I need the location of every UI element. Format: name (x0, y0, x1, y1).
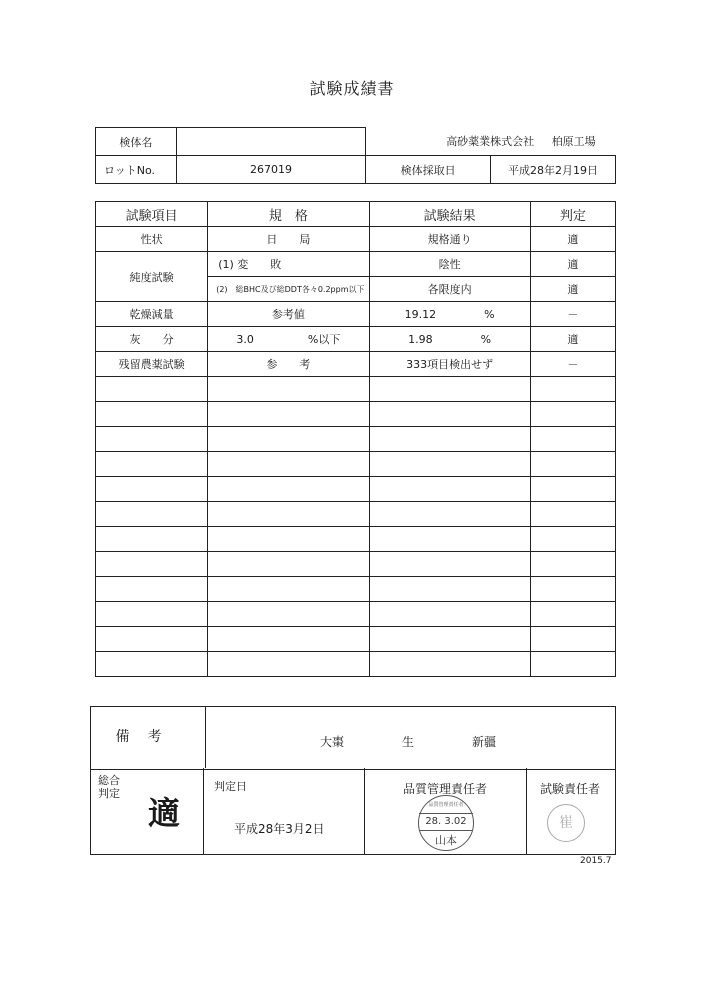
test-verdict: 適 (530, 277, 615, 302)
table-row (96, 252, 616, 277)
table-row (96, 527, 616, 552)
lot-value: 267019 (176, 156, 365, 184)
qa-stamp-date: 28. 3.02 (425, 816, 467, 827)
table-row (96, 502, 616, 527)
empty-cell (369, 377, 530, 402)
document-title: 試験成績書 (309, 79, 395, 98)
sampling-date-label: 検体採取日 (366, 156, 491, 184)
result-value: 1.98 (408, 332, 433, 346)
table-row (96, 327, 616, 352)
empty-rows (96, 377, 616, 677)
empty-cell (369, 602, 530, 627)
table-row (96, 552, 616, 577)
sample-name-label: 検体名 (96, 128, 177, 156)
divider (203, 768, 204, 854)
stamp-line (419, 813, 473, 814)
empty-cell (369, 402, 530, 427)
empty-cell (530, 427, 615, 452)
empty-cell (369, 652, 530, 677)
test-item: 性状 (96, 227, 208, 252)
test-item: 灰 分 (96, 327, 208, 352)
test-verdict: 適 (530, 227, 615, 252)
result-unit: % (480, 332, 492, 346)
empty-cell (369, 577, 530, 602)
empty-cell (96, 477, 208, 502)
empty-cell (208, 427, 369, 452)
empty-cell (96, 627, 208, 652)
table-row (96, 627, 616, 652)
empty-cell (208, 627, 369, 652)
table-header-row (96, 202, 616, 227)
empty-cell (96, 502, 208, 527)
test-spec: 日 局 (208, 227, 369, 252)
test-verdict: 適 (530, 252, 615, 277)
test-result (369, 327, 530, 352)
test-result: 各限度内 (369, 277, 530, 302)
test-result (369, 302, 530, 327)
empty-cell (530, 552, 615, 577)
qa-stamp (418, 795, 474, 851)
empty-cell (530, 452, 615, 477)
remarks-text (320, 733, 496, 750)
empty-cell (208, 652, 369, 677)
empty-cell (208, 577, 369, 602)
empty-cell (530, 577, 615, 602)
lot-label: ロットNo. (96, 156, 177, 184)
empty-cell (208, 452, 369, 477)
empty-cell (530, 402, 615, 427)
empty-cell (369, 452, 530, 477)
table-row (96, 302, 616, 327)
table-row (96, 427, 616, 452)
test-results-table (95, 201, 616, 677)
empty-cell (208, 502, 369, 527)
overall-label-line2: 判定 (98, 787, 120, 800)
test-item: 乾燥減量 (96, 302, 208, 327)
overall-verdict: 適 (148, 794, 181, 832)
empty-cell (530, 377, 615, 402)
test-verdict: － (530, 302, 615, 327)
remarks-label: 備考 (90, 706, 206, 768)
empty-cell (96, 377, 208, 402)
judgement-date-value: 平成28年3月2日 (234, 822, 325, 836)
company-cell (366, 128, 616, 156)
empty-cell (96, 402, 208, 427)
spec-value: 3.0 (236, 333, 254, 346)
remarks-text-c: 新疆 (472, 735, 497, 749)
test-verdict: 適 (530, 327, 615, 352)
table-row (96, 377, 616, 402)
table-row (96, 602, 616, 627)
tester-stamp: 崔 (547, 804, 585, 842)
empty-cell (96, 602, 208, 627)
sampling-date-value: 平成28年2月19日 (491, 156, 616, 184)
empty-cell (96, 452, 208, 477)
company-name: 高砂薬業株式会社 (446, 135, 535, 149)
empty-cell (208, 602, 369, 627)
col-header-verdict: 判定 (530, 202, 615, 227)
empty-cell (96, 427, 208, 452)
overall-label-line1: 総合 (98, 774, 120, 787)
empty-cell (530, 502, 615, 527)
col-header-result: 試験結果 (369, 202, 530, 227)
stamp-line (419, 830, 473, 831)
remarks-text-b: 生 (402, 735, 415, 749)
empty-cell (369, 552, 530, 577)
test-verdict: － (530, 352, 615, 377)
table-row (96, 452, 616, 477)
table-row (96, 402, 616, 427)
empty-cell (208, 402, 369, 427)
table-row (96, 652, 616, 677)
empty-cell (530, 627, 615, 652)
test-item: 純度試験 (96, 252, 208, 302)
table-row (96, 577, 616, 602)
empty-cell (208, 552, 369, 577)
col-header-item: 試験項目 (96, 202, 208, 227)
judgement-date-label: 判定日 (214, 780, 247, 793)
qa-manager-label: 品質管理責任者 (402, 782, 487, 796)
test-spec (208, 327, 369, 352)
empty-cell (96, 527, 208, 552)
table-row (96, 352, 616, 377)
col-header-spec: 規 格 (208, 202, 369, 227)
table-row (96, 227, 616, 252)
empty-cell (369, 477, 530, 502)
empty-cell (208, 377, 369, 402)
result-value: 19.12 (404, 307, 437, 321)
empty-cell (96, 552, 208, 577)
test-result: 規格通り (369, 227, 530, 252)
empty-cell (96, 577, 208, 602)
test-spec: (2) 総BHC及び総DDT各々0.2ppm以下 (208, 277, 369, 302)
tester-label: 試験責任者 (539, 782, 600, 796)
header-table (95, 127, 616, 184)
overall-label (98, 774, 120, 800)
empty-cell (208, 477, 369, 502)
empty-cell (369, 627, 530, 652)
empty-cell (530, 602, 615, 627)
form-version: 2015.7 (580, 856, 612, 866)
test-spec: (1) 変 敗 (208, 252, 369, 277)
empty-cell (530, 652, 615, 677)
empty-cell (369, 527, 530, 552)
empty-cell (369, 502, 530, 527)
empty-cell (96, 652, 208, 677)
qa-stamp-name: 山本 (435, 834, 457, 847)
test-result: 333項目検出せず (369, 352, 530, 377)
empty-cell (530, 477, 615, 502)
empty-cell (530, 527, 615, 552)
factory-name: 柏原工場 (551, 135, 596, 149)
test-spec: 参考値 (208, 302, 369, 327)
empty-cell (208, 527, 369, 552)
test-result: 陰性 (369, 252, 530, 277)
empty-cell (369, 427, 530, 452)
remarks-text-a: 大棗 (320, 735, 345, 749)
test-item: 残留農薬試験 (96, 352, 208, 377)
result-unit: % (484, 307, 495, 321)
test-spec: 参 考 (208, 352, 369, 377)
table-row (96, 477, 616, 502)
spec-unit: %以下 (307, 333, 341, 346)
sample-name-value (176, 128, 365, 156)
qa-stamp-top: 品質管理責任者 (428, 802, 464, 808)
